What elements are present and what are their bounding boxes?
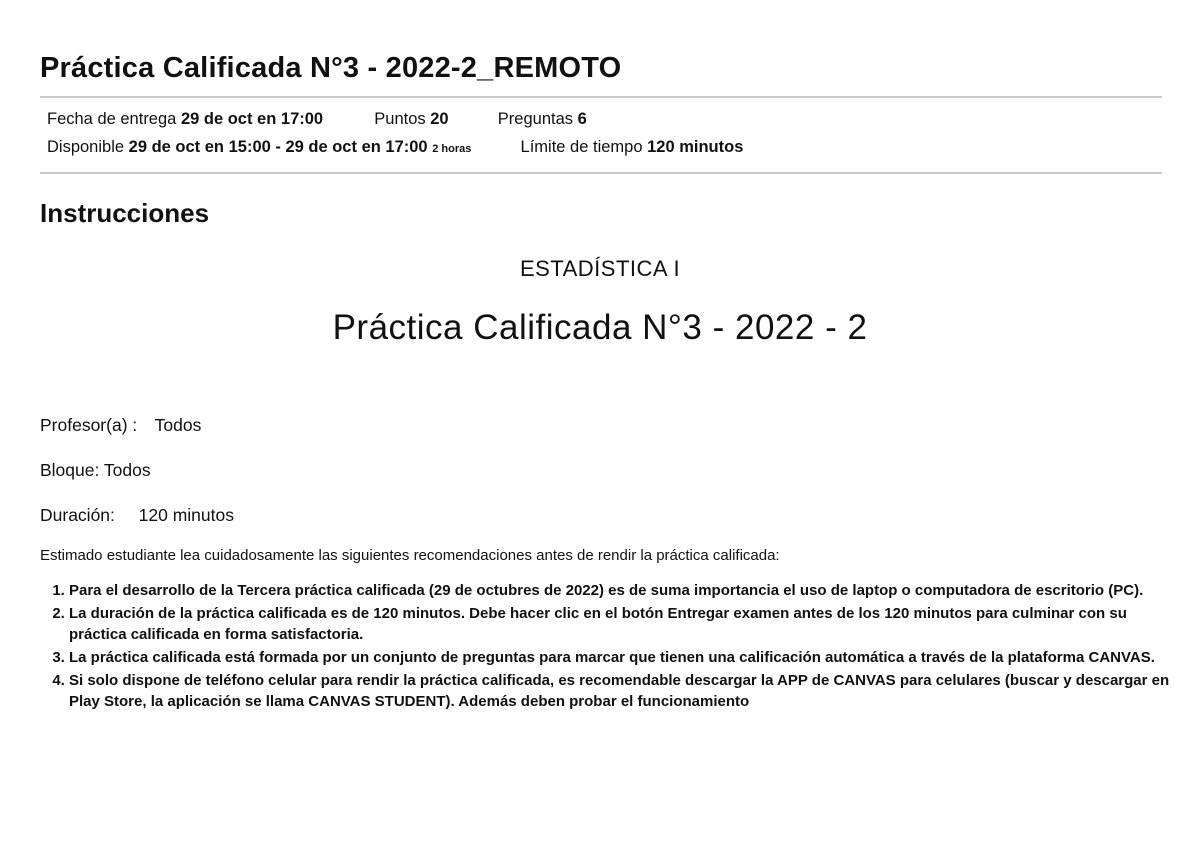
block-value: Todos xyxy=(103,460,151,480)
list-item: 3. La práctica calificada está formada por un conjunto de preguntas para marcar que tienen una calificación automática a través de la plataforma CANVAS. xyxy=(69,647,1170,668)
duration-field xyxy=(40,505,234,526)
questions-value: 6 xyxy=(577,110,587,128)
time-limit-label: Límite de tiempo xyxy=(520,138,643,156)
due-date-value: 29 de oct en 17:00 xyxy=(180,110,324,128)
quiz-details-row-2 xyxy=(47,138,743,157)
instructions-intro: Estimado estudiante lea cuidadosamente las siguientes recomendaciones antes de rendir la práctica calificada: xyxy=(40,547,780,564)
list-item: 1. Para el desarrollo de la Tercera práctica calificada (29 de octubres de 2022) es de suma importancia el uso de laptop o computadora de escritorio (PC). xyxy=(69,580,1170,601)
points-label: Puntos xyxy=(374,110,426,128)
available-value: 29 de oct en 15:00 - 29 de oct en 17:00 xyxy=(128,138,428,156)
duration-value: 120 minutos xyxy=(138,505,234,525)
questions-label: Preguntas xyxy=(497,110,574,128)
professor-value: Todos xyxy=(154,415,202,435)
available-duration: 2 horas xyxy=(432,143,472,155)
list-item: 2. La duración de la práctica calificada es de 120 minutos. Debe hacer clic en el botón Entregar examen antes de los 120 minutos para culminar con su práctica calificada en forma satisfactoria. xyxy=(69,603,1170,645)
due-date-label: Fecha de entrega xyxy=(47,110,177,128)
header-divider xyxy=(40,96,1162,98)
available-label: Disponible xyxy=(47,138,125,156)
exam-title: Práctica Calificada N°3 - 2022 - 2 xyxy=(332,308,868,347)
block-field xyxy=(40,460,151,481)
course-name: ESTADÍSTICA I xyxy=(519,256,681,281)
instructions-heading: Instrucciones xyxy=(40,198,210,228)
time-limit-value: 120 minutos xyxy=(647,138,744,156)
points-value: 20 xyxy=(430,110,449,128)
professor-label: Profesor(a) : xyxy=(40,415,138,435)
recommendations-list xyxy=(40,580,1170,712)
details-divider xyxy=(40,172,1162,174)
quiz-title: Práctica Calificada N°3 - 2022-2_REMOTO xyxy=(40,52,622,84)
professor-field xyxy=(40,415,201,436)
block-label: Bloque: xyxy=(40,460,100,480)
duration-label: Duración: xyxy=(40,505,115,525)
list-item: 4. Si solo dispone de teléfono celular para rendir la práctica calificada, es recomendable descargar la APP de CANVAS para celulares (buscar y descargar en Play Store, la aplicación se llama CANVAS STUDENT). Además deben probar el funcionamiento xyxy=(69,670,1170,712)
quiz-details-row-1 xyxy=(47,110,587,129)
